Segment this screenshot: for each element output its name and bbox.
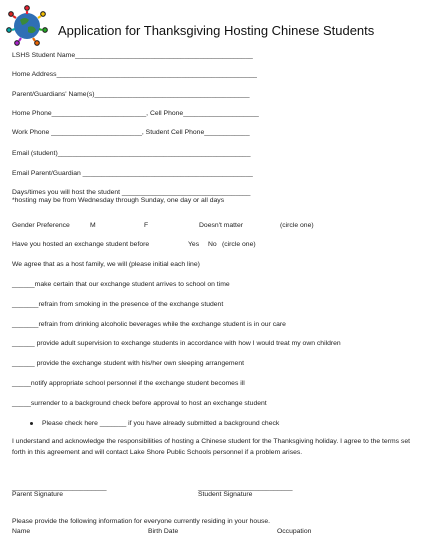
residents-intro: Please provide the following information for everyone currently residing in your house. — [12, 518, 271, 525]
agreement-intro: We agree that as a host family, we will (please initial each line) — [12, 261, 200, 268]
parent-signature-line[interactable]: _________________________ — [12, 484, 107, 491]
home-phone-field[interactable]: Home Phone_________________________, Cell Phone____________________ — [12, 110, 259, 117]
hosted-circle-note: (circle one) — [222, 241, 256, 248]
agreement-item[interactable]: _______refrain from smoking in the presence of the exchange student — [12, 301, 224, 308]
hosting-days-note: *hosting may be from Wednesday through Sunday, one day or all days — [12, 197, 225, 204]
agreement-item[interactable]: _____notify appropriate school personnel if the exchange student becomes ill — [12, 380, 245, 387]
parent-signature-label: Parent Signature — [12, 491, 64, 498]
column-header-birth-date: Birth Date — [148, 528, 179, 535]
column-header-occupation: Occupation — [277, 528, 312, 535]
gender-circle-note: (circle one) — [280, 222, 314, 229]
work-phone-field[interactable]: Work Phone ________________________, Student Cell Phone____________ — [12, 129, 250, 136]
column-header-name: Name — [12, 528, 31, 535]
agreement-item[interactable]: ______ provide the exchange student with his/her own sleeping arrangement — [12, 360, 245, 367]
gender-option-m[interactable]: M — [90, 222, 96, 229]
agreement-item[interactable]: ______make certain that our exchange student arrives to school on time — [12, 281, 230, 288]
home-address-field[interactable]: Home Address_____________________________________________________ — [12, 71, 257, 78]
bullet-icon — [30, 422, 33, 425]
parent-names-field[interactable]: Parent/Guardians' Name(s)_________________________________________ — [12, 91, 250, 98]
email-student-field[interactable]: Email (student)___________________________________________________ — [12, 150, 251, 157]
gender-preference-label: Gender Preference — [12, 222, 70, 229]
email-parent-field[interactable]: Email Parent/Guardian _____________________________________________ — [12, 170, 253, 177]
student-name-field[interactable]: LSHS Student Name_______________________________________________ — [12, 52, 253, 59]
hosting-days-field[interactable] — [12, 189, 250, 204]
hosting-days-label: Days/times you will host the student __________________________________ — [12, 189, 251, 196]
parent-signature-block[interactable] — [12, 484, 107, 498]
globe-children-logo — [4, 3, 50, 49]
student-signature-block[interactable] — [198, 484, 293, 498]
background-check-item[interactable] — [30, 420, 279, 427]
agreement-item[interactable]: _____surrender to a background check before approval to host an exchange student — [12, 400, 267, 407]
hosted-option-no[interactable]: No — [208, 241, 217, 248]
agreement-item[interactable]: _______refrain from drinking alcoholic beverages while the exchange student is in our care — [12, 321, 286, 328]
gender-option-doesnt-matter[interactable]: Doesn't matter — [199, 222, 243, 229]
background-check-label: Please check here _______ if you have already submitted a background check — [42, 420, 280, 427]
hosted-before-row — [12, 241, 256, 248]
acknowledgement-paragraph: I understand and acknowledge the responsibilities of hosting a Chinese student for the Thanksgiving holiday. I agree to the terms set forth in this agreement and will contact Lake Shore Public Schools personnel if a problem arises. — [12, 438, 410, 456]
hosted-option-yes[interactable]: Yes — [188, 241, 200, 248]
gender-option-f[interactable]: F — [144, 222, 149, 229]
form-title: Application for Thanksgiving Hosting Chinese Students — [58, 23, 375, 38]
student-signature-line[interactable]: _________________________ — [198, 484, 293, 491]
gender-preference-row — [12, 222, 314, 229]
student-signature-label: Student Signature — [198, 491, 253, 498]
hosted-before-label: Have you hosted an exchange student before — [12, 241, 150, 248]
agreement-item[interactable]: ______ provide adult supervision to exchange students in accordance with how I would treat my own children — [12, 340, 341, 347]
